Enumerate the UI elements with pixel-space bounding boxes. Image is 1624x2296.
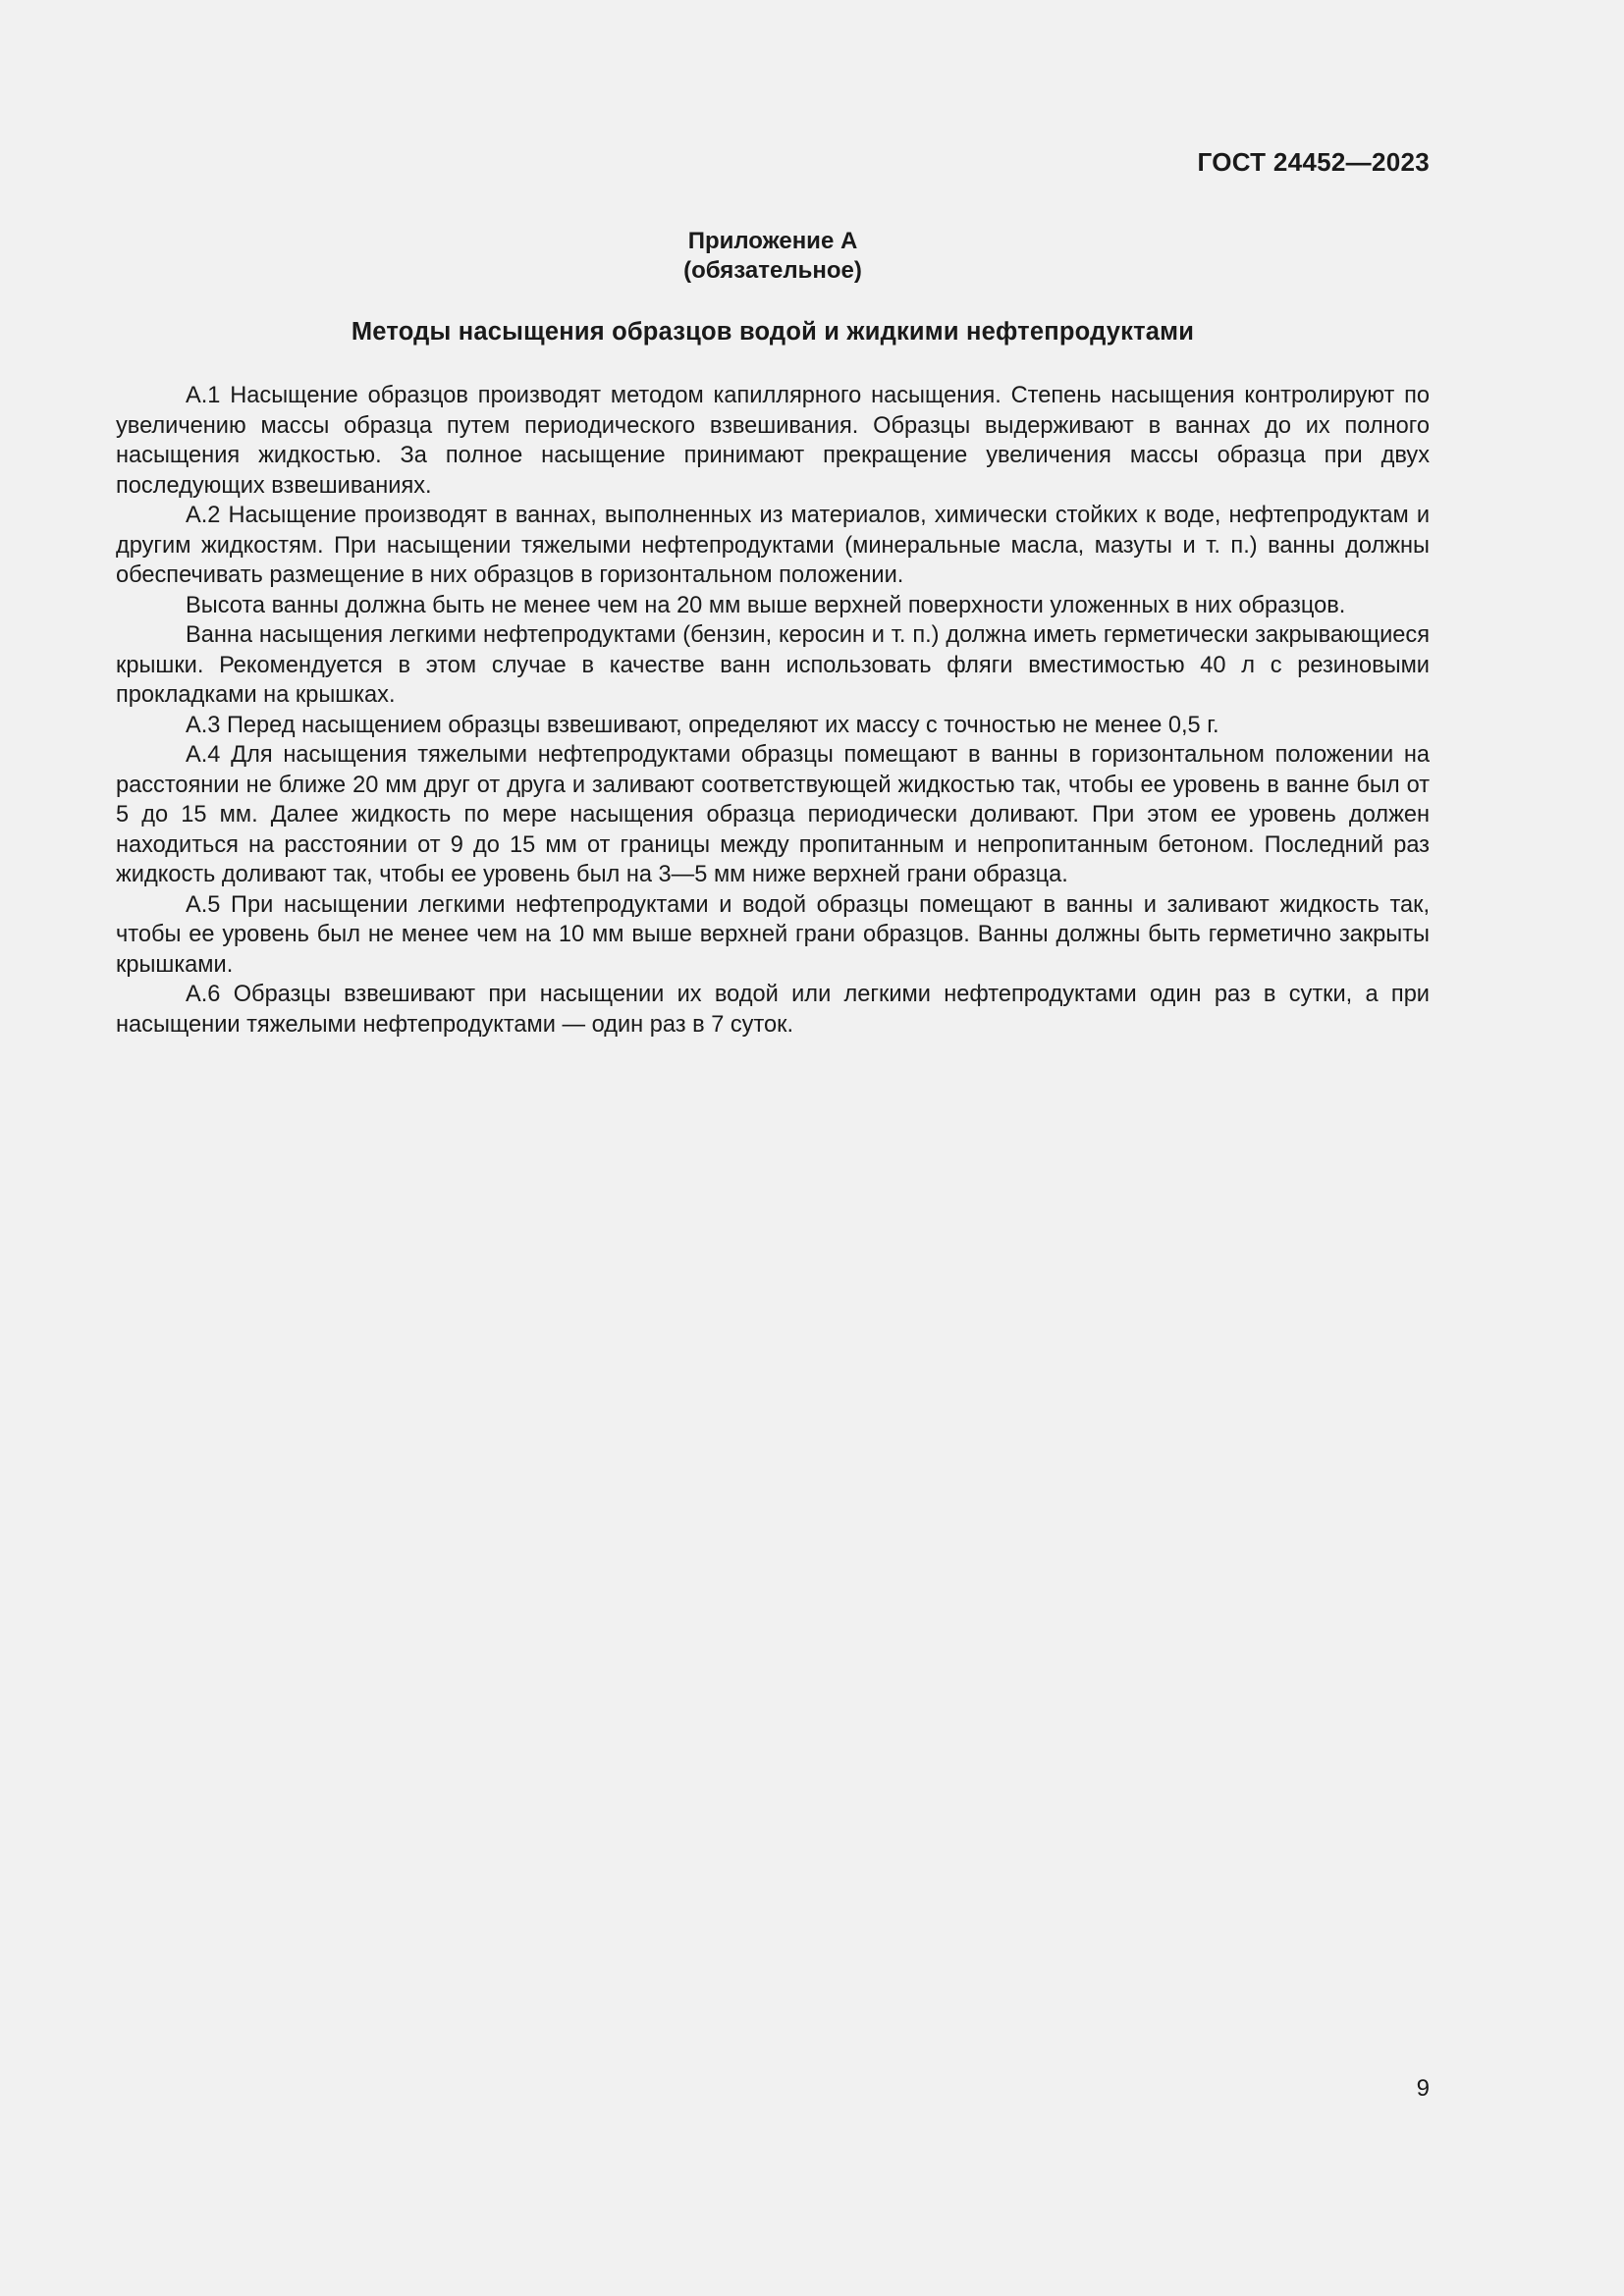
appendix-status: (обязательное) <box>683 257 862 284</box>
paragraph-a1: А.1 Насыщение образцов производят методом капиллярного насыщения. Степень насыщения контролируют по увеличению массы образца путем периодического взвешивания. Образцы выдерживают в ваннах до их полного насыщения жидкостью. За полное насыщение принимают прекращение увеличения массы образца при двух последующих взвешиваниях. <box>116 383 1430 499</box>
document-code: ГОСТ 24452—2023 <box>1197 147 1430 177</box>
paragraph-bath-height: Высота ванны должна быть не менее чем на 20 мм выше верхней поверхности уложенных в них образцов. <box>186 592 1346 618</box>
paragraph-a6: А.6 Образцы взвешивают при насыщении их водой или легкими нефтепродуктами один раз в сутки, а при насыщении тяжелыми нефтепродуктами — один раз в 7 суток. <box>116 982 1430 1038</box>
section-title: Методы насыщения образцов водой и жидкими нефтепродуктами <box>351 318 1195 346</box>
paragraph-a2: А.2 Насыщение производят в ваннах, выполненных из материалов, химически стойких к воде, нефтепродуктам и другим жидкостям. При насыщении тяжелыми нефтепродуктами (минеральные масла, мазуты и т. п.) ванны должны обеспечивать размещение в них образцов в горизонтальном положении. <box>116 503 1430 588</box>
body-text <box>116 381 1430 1040</box>
appendix-heading <box>116 227 1430 286</box>
paragraph-a3: А.3 Перед насыщением образцы взвешивают, определяют их массу с точностью не менее 0,5 г. <box>186 712 1219 738</box>
paragraph-light-products-bath: Ванна насыщения легкими нефтепродуктами (бензин, керосин и т. п.) должна иметь герметически закрывающиеся крышки. Рекомендуется в этом случае в качестве ванн использовать фляги вместимостью 40 л с резиновыми прокладками на крышках. <box>116 622 1430 708</box>
paragraph-a4: А.4 Для насыщения тяжелыми нефтепродуктами образцы помещают в ванны в горизонтальном положении на расстоянии не ближе 20 мм друг от друга и заливают соответствующей жидкостью так, чтобы ее уровень в ванне был от 5 до 15 мм. Далее жидкость по мере насыщения образца периодически доливают. При этом ее уровень должен находиться на расстоянии от 9 до 15 мм от границы между пропитанным и непропитанным бетоном. Последний раз жидкость доливают так, чтобы ее уровень был на 3—5 мм ниже верхней грани образца. <box>116 742 1430 887</box>
paragraph-a5: А.5 При насыщении легкими нефтепродуктами и водой образцы помещают в ванны и заливают жидкость так, чтобы ее уровень был не менее чем на 10 мм выше верхней грани образцов. Ванны должны быть герметично закрыты крышками. <box>116 891 1430 978</box>
appendix-label: Приложение А <box>687 228 858 254</box>
page-number: 9 <box>1416 2075 1430 2102</box>
